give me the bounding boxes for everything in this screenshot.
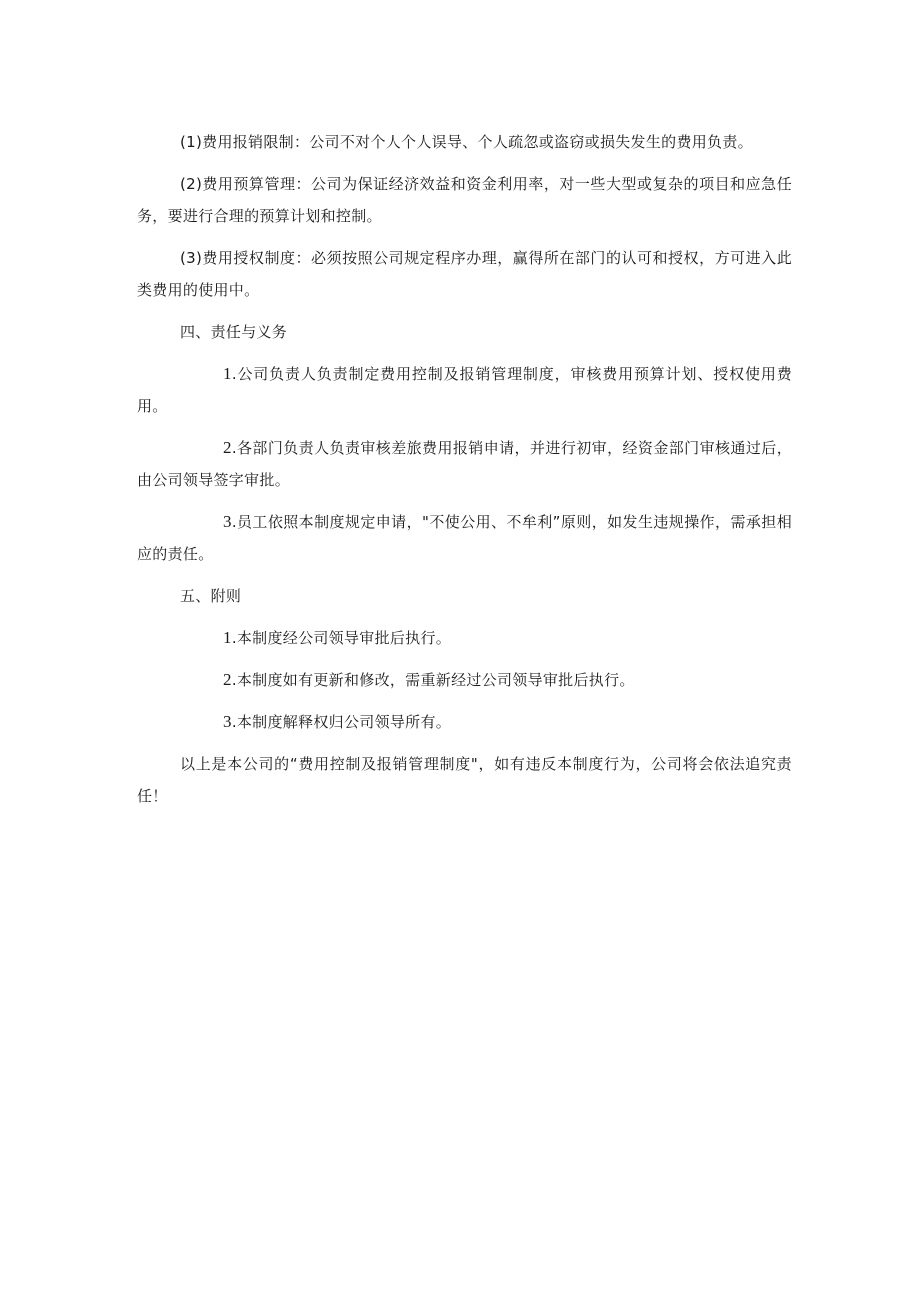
- paragraph-text: (1)费用报销限制：公司不对个人个人误导、个人疏忽或盗窃或损失发生的费用负责。: [180, 133, 753, 151]
- paragraph-conclusion: [137, 748, 792, 812]
- list-item-text: .员工依照本制度规定申请，"不使公用、不牟利”原则，如发生违规操作，需承担相应的责任。: [137, 513, 792, 563]
- section-heading-responsibilities: [137, 316, 792, 348]
- section-heading-text: 四、责任与义务: [180, 323, 288, 341]
- list-item-number: 1: [223, 628, 232, 647]
- list-item-number: 2: [223, 438, 232, 457]
- list-item: [137, 432, 792, 496]
- list-item-text: .各部门负责人负责审核差旅费用报销申请，并进行初审，经资金部门审核通过后，由公司领导签字审批。: [137, 439, 792, 489]
- list-item: [137, 506, 792, 570]
- list-item-number: 1: [223, 364, 232, 383]
- list-item: [137, 706, 792, 738]
- paragraph-expense-budget-management: [137, 168, 792, 232]
- paragraph-text: (2)费用预算管理：公司为保证经济效益和资金利用率，对一些大型或复杂的项目和应急任务，要进行合理的预算计划和控制。: [137, 175, 792, 225]
- paragraph-expense-reimbursement-limit: [137, 126, 792, 158]
- list-item: [137, 664, 792, 696]
- list-item-number: 3: [223, 712, 232, 731]
- paragraph-text: (3)费用授权制度：必须按照公司规定程序办理，赢得所在部门的认可和授权，方可进入此类费用的使用中。: [137, 249, 792, 299]
- document-body: [137, 126, 792, 822]
- section-heading-appendix: [137, 580, 792, 612]
- paragraph-expense-authorization: [137, 242, 792, 306]
- list-item-text: .本制度经公司领导审批后执行。: [231, 629, 452, 647]
- list-item-number: 2: [223, 670, 232, 689]
- list-item-text: .本制度解释权归公司领导所有。: [231, 713, 452, 731]
- list-item-number: 3: [223, 512, 232, 531]
- section-heading-text: 五、附则: [180, 587, 242, 605]
- list-item-text: .本制度如有更新和修改，需重新经过公司领导审批后执行。: [231, 671, 635, 689]
- list-item: [137, 622, 792, 654]
- list-item-text: .公司负责人负责制定费用控制及报销管理制度，审核费用预算计划、授权使用费用。: [137, 365, 792, 415]
- paragraph-text: 以上是本公司的“费用控制及报销管理制度"，如有违反本制度行为，公司将会依法追究责任！: [137, 755, 792, 805]
- list-item: [137, 358, 792, 422]
